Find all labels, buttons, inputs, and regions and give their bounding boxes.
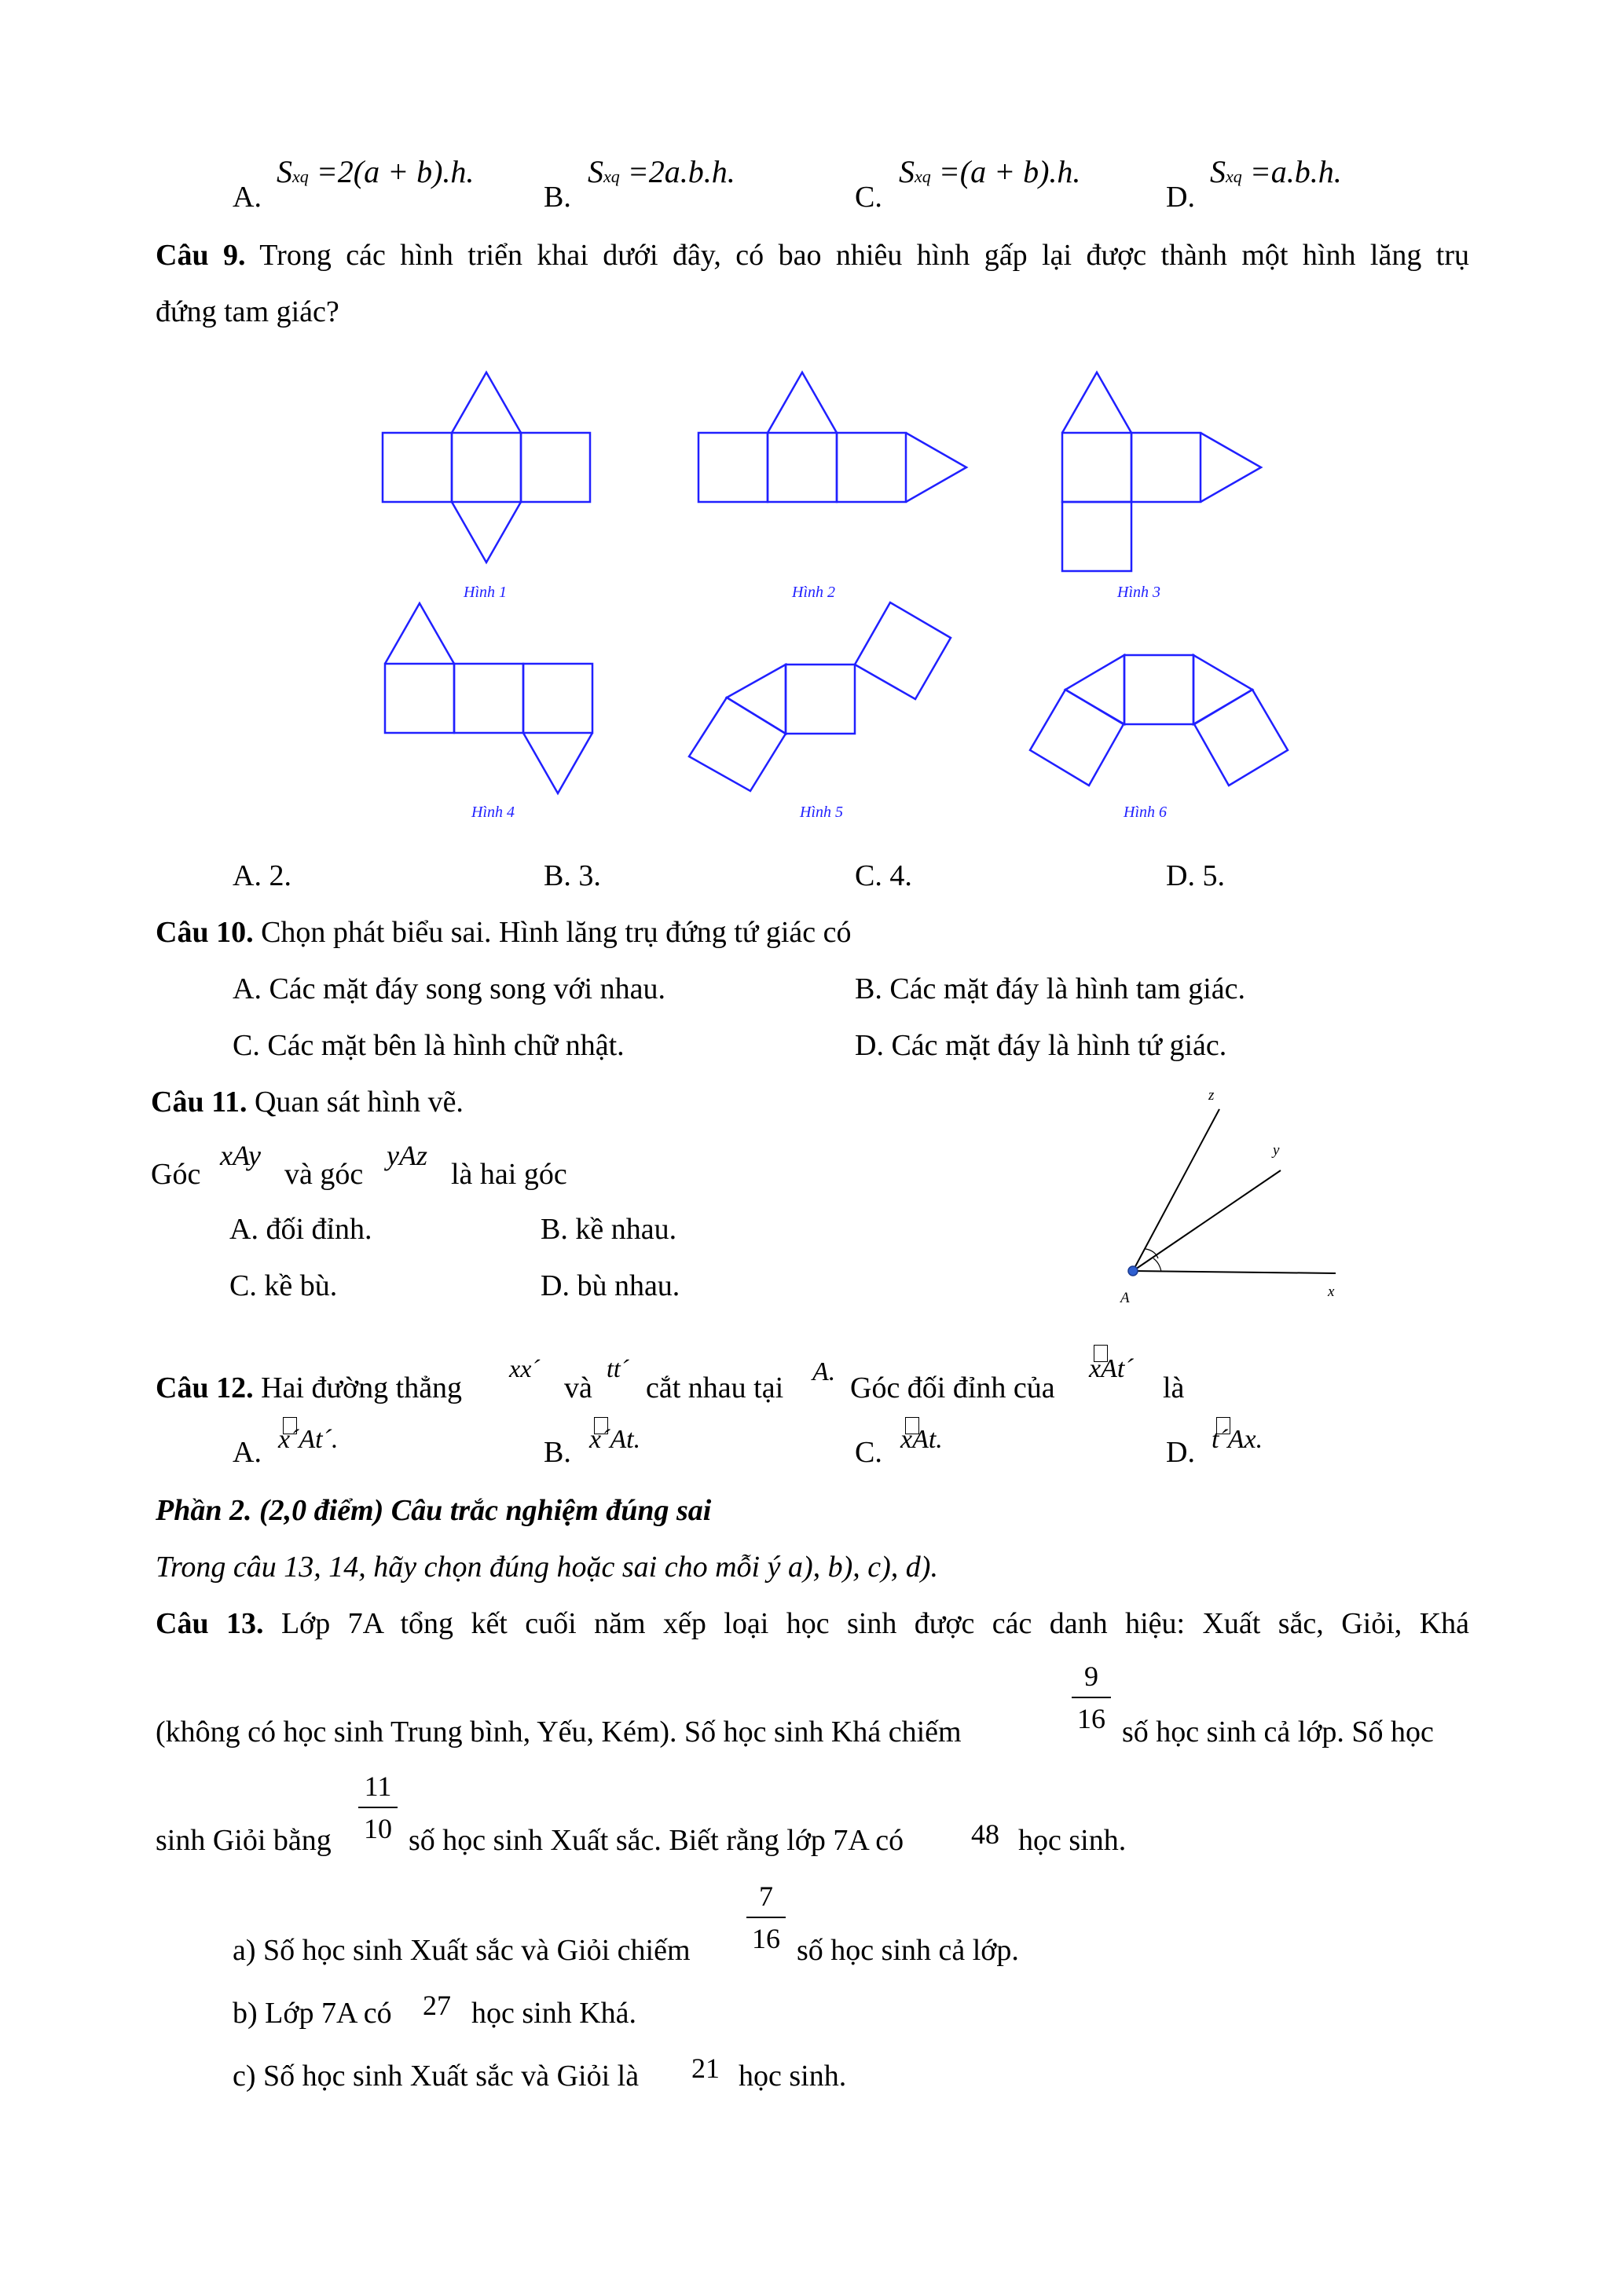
text-goc: Góc [151, 1158, 201, 1191]
part2-title: Phần 2. (2,0 điểm) Câu trắc nghiệm đúng sai [156, 1494, 712, 1527]
part2-instruction: Trong câu 13, 14, hãy chọn đúng hoặc sai cho mỗi ý a), b), c), d). [156, 1551, 938, 1584]
q13-statement-b-text: b) Lớp 7A có [233, 1997, 392, 2030]
fraction-denominator: 16 [1077, 1703, 1105, 1734]
q8-formula-d [1210, 154, 1342, 195]
q12-text-c: cắt nhau tại [646, 1371, 784, 1404]
q13-line3-b: số học sinh Xuất sắc. Biết rằng lớp 7A có [409, 1824, 904, 1857]
q8-formula-c [899, 154, 1080, 195]
caption-hinh-5: Hình 5 [800, 804, 843, 821]
question-text: Quan sát hình vẽ. [254, 1086, 464, 1119]
q12-option-c: xAt. [900, 1425, 943, 1454]
fraction-bar [358, 1807, 398, 1808]
q11-line2-c: là hai góc [451, 1158, 567, 1191]
q9-option-b: B. 3. [544, 859, 601, 892]
q13-statement-b-tail: học sinh Khá. [471, 1997, 637, 2030]
angle-xay: xAy [220, 1140, 261, 1171]
label-z: z [1208, 1087, 1215, 1104]
q13-statement-c-text: c) Số học sinh Xuất sắc và Giỏi là [233, 2060, 640, 2093]
q10-option-a: A. Các mặt đáy song song với nhau. [233, 972, 665, 1005]
fraction-denominator: 16 [752, 1923, 780, 1954]
q9-option-a: A. 2. [233, 859, 291, 892]
point-a: A. [812, 1357, 836, 1386]
q12-option-b-letter: B. [544, 1436, 571, 1469]
caption-hinh-4: Hình 4 [471, 804, 515, 821]
net-figure-6 [1030, 655, 1288, 821]
q13-statement-a-tail: số học sinh cả lớp. [797, 1934, 1019, 1967]
q11-option-c: C. kề bù. [229, 1269, 338, 1302]
question-text: Hai đường thẳng [261, 1371, 463, 1404]
q11-line2 [151, 1156, 200, 1192]
question-label: Câu 12. [156, 1371, 254, 1404]
q11-line2-b: và góc [284, 1158, 364, 1191]
q13-line3-a: sinh Giỏi bằng [156, 1824, 332, 1857]
q11-option-b: B. kề nhau. [541, 1213, 677, 1246]
ray-ay [1133, 1170, 1281, 1271]
caption-hinh-3: Hình 3 [1117, 584, 1160, 601]
fraction-bar [746, 1917, 786, 1918]
question-label: Câu 11. [151, 1086, 247, 1119]
caption-hinh-6: Hình 6 [1124, 804, 1167, 821]
line-xx: xx´ [509, 1354, 541, 1382]
q13-line3-c: học sinh. [1018, 1824, 1127, 1857]
formula-sub: xq [1226, 167, 1242, 186]
q12-option-d: t´Ax. [1212, 1425, 1263, 1454]
net-figure-3 [1062, 372, 1261, 601]
formula-lhs: S [277, 154, 292, 189]
q9-question-line1 [156, 237, 1469, 273]
formula-rhs: =2(a + b).h. [316, 154, 475, 189]
formula-lhs: S [588, 154, 603, 189]
formula-rhs: =a.b.h. [1249, 154, 1342, 189]
net-figure-4 [385, 603, 592, 821]
point-a [1128, 1266, 1138, 1276]
q12-text-d: Góc đối đỉnh của [850, 1371, 1055, 1404]
q10-option-c: C. Các mặt bên là hình chữ nhật. [233, 1029, 625, 1062]
fraction-11-10 [358, 1769, 398, 1846]
class-size: 48 [971, 1818, 999, 1850]
ray-az [1133, 1109, 1219, 1271]
fraction-7-16 [746, 1879, 786, 1956]
question-text: Chọn phát biểu sai. Hình lăng trụ đứng tứ giác có [261, 916, 852, 949]
angle-yaz: yAz [387, 1140, 427, 1171]
formula-rhs: =2a.b.h. [627, 154, 735, 189]
q9-option-c: C. 4. [855, 859, 912, 892]
q12-question [156, 1370, 462, 1406]
ray-ax [1133, 1271, 1336, 1273]
q8-formula-b [588, 154, 735, 195]
q12-text-b: và [564, 1371, 592, 1404]
option-letter: A. [233, 181, 262, 214]
q9-option-d: D. 5. [1166, 859, 1225, 892]
fraction-bar [1072, 1697, 1111, 1698]
q12-option-b: x´At. [589, 1425, 641, 1454]
q9-nets-figure [0, 361, 1624, 848]
q12-option-a-letter: A. [233, 1436, 262, 1469]
q11-question [151, 1084, 464, 1120]
formula-lhs: S [1210, 154, 1226, 189]
q10-option-d: D. Các mặt đáy là hình tứ giác. [855, 1029, 1227, 1062]
q11-option-a: A. đối đỉnh. [229, 1213, 372, 1246]
net-figure-2 [698, 372, 966, 601]
q8-option-d [1166, 179, 1195, 215]
label-y: y [1273, 1142, 1280, 1159]
q8-formula-a [277, 154, 474, 195]
q12-option-d-letter: D. [1166, 1436, 1195, 1469]
value-21: 21 [691, 2052, 720, 2084]
q10-option-b: B. Các mặt đáy là hình tam giác. [855, 972, 1246, 1005]
fraction-numerator: 9 [1084, 1661, 1098, 1692]
question-label: Câu 13. [156, 1607, 264, 1640]
q12-option-c-letter: C. [855, 1436, 882, 1469]
label-x: x [1328, 1283, 1335, 1300]
question-text: Lớp 7A tổng kết cuối năm xếp loại học sinh được các danh hiệu: Xuất sắc, Giỏi, Khá [280, 1607, 1470, 1640]
caption-hinh-1: Hình 1 [464, 584, 507, 601]
q8-option-b [544, 179, 571, 215]
caption-hinh-2: Hình 2 [792, 584, 835, 601]
q11-angle-figure [1092, 1076, 1359, 1312]
q10-question [156, 914, 852, 950]
q12-text-e: là [1163, 1371, 1185, 1404]
option-letter: D. [1166, 181, 1195, 214]
option-letter: C. [855, 181, 882, 214]
angle-xat: xAt´ [1089, 1354, 1134, 1383]
q13-line2-b: số học sinh cả lớp. Số học [1122, 1716, 1434, 1749]
fraction-9-16 [1072, 1659, 1111, 1736]
q13-statement-c-tail: học sinh. [739, 2060, 847, 2093]
formula-sub: xq [603, 167, 620, 186]
fraction-numerator: 7 [759, 1880, 773, 1912]
question-label: Câu 10. [156, 916, 254, 949]
fraction-denominator: 10 [364, 1813, 392, 1844]
question-text: Trong các hình triển khai dưới đây, có bao nhiêu hình gấp lại được thành một hình lăng trụ [259, 239, 1469, 272]
formula-rhs: =(a + b).h. [938, 154, 1081, 189]
line-tt: tt´ [607, 1354, 629, 1382]
q8-option-a [233, 179, 262, 215]
q11-option-d: D. bù nhau. [541, 1269, 680, 1302]
label-a: A [1120, 1290, 1130, 1306]
q8-option-c [855, 179, 882, 215]
q13-line2-a: (không có học sinh Trung bình, Yếu, Kém). Số học sinh Khá chiếm [156, 1716, 962, 1749]
formula-sub: xq [292, 167, 309, 186]
value-27: 27 [423, 1990, 451, 2021]
formula-sub: xq [915, 167, 931, 186]
net-figure-5 [689, 602, 951, 821]
fraction-numerator: 11 [364, 1771, 392, 1802]
option-letter: B. [544, 181, 571, 214]
formula-lhs: S [899, 154, 915, 189]
q13-line1 [156, 1606, 1469, 1642]
q9-question-line2: đứng tam giác? [156, 295, 339, 328]
question-label: Câu 9. [156, 239, 246, 272]
q13-statement-a-text: a) Số học sinh Xuất sắc và Giỏi chiếm [233, 1934, 691, 1967]
q12-option-a: x´At´. [278, 1425, 339, 1454]
net-figure-1 [383, 372, 590, 601]
